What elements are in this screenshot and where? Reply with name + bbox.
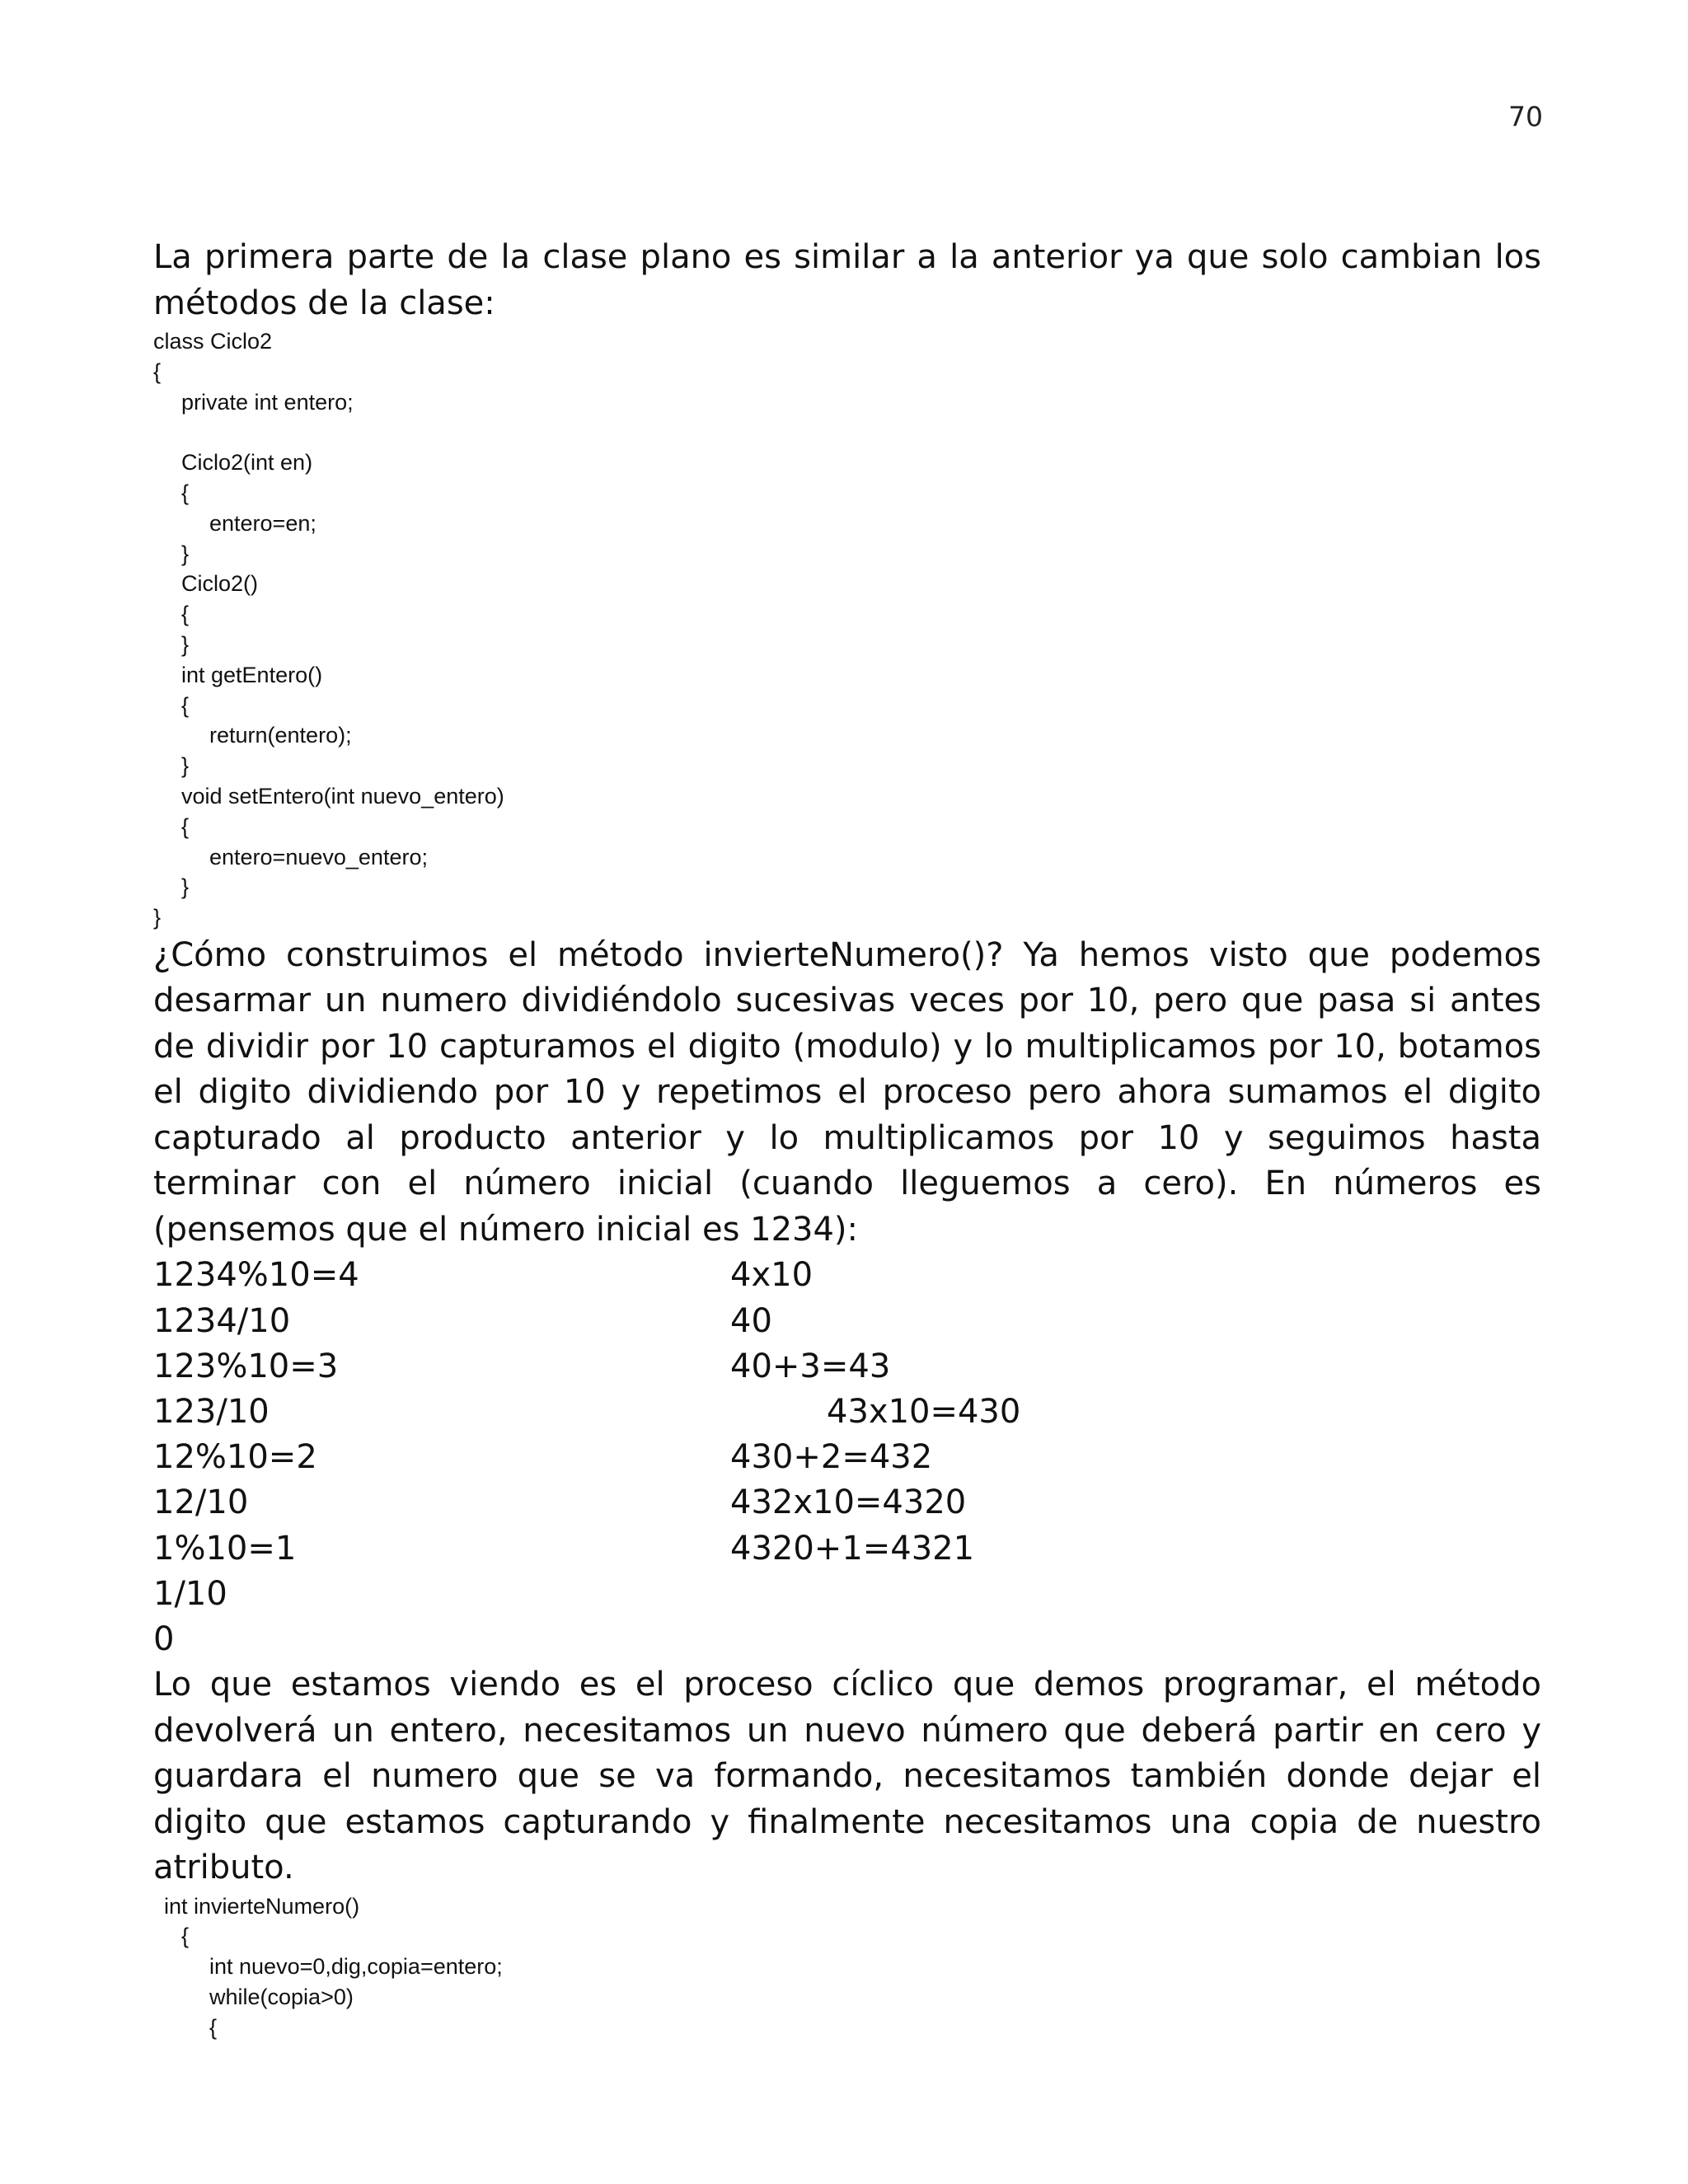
calculation-step: 123%10=3 [153, 1347, 339, 1385]
code-line: entero=en; [209, 510, 316, 536]
code-line: { [153, 359, 162, 384]
code-line: Ciclo2(int en) [181, 450, 313, 476]
calculation-step: 0 [153, 1619, 175, 1658]
code-line: return(entero); [209, 723, 352, 748]
calculation-row [153, 1253, 1541, 1298]
calculation-result: 430+2=432 [730, 1438, 933, 1477]
intro-paragraph: La primera parte de la clase plano es similar a la anterior ya que solo cambian los métodos de la clase: [153, 238, 1541, 322]
code-line: entero=nuevo_entero; [209, 844, 428, 869]
calculation-result: 43x10=430 [827, 1393, 1021, 1431]
calculation-row [153, 1617, 1541, 1662]
code-line: while(copia>0) [209, 1985, 354, 2010]
calculation-result: 40 [730, 1301, 772, 1340]
calculation-step: 12/10 [153, 1483, 249, 1522]
code-line: class Ciclo2 [153, 329, 273, 354]
calculation-row [153, 1480, 1541, 1526]
code-line: { [181, 813, 190, 839]
calculation-result [730, 1617, 1541, 1662]
code-line: int invierteNumero() [164, 1893, 360, 1919]
page-content [153, 235, 1541, 2043]
question-paragraph: ¿Cómo construimos el método invierteNumero()? Ya hemos visto que podemos desarmar un numero dividiéndolo sucesivas veces por 10, pero que pasa si antes de dividir por 10 capturamos el digito (modulo) y lo multiplicamos por 10, botamos el digito dividiendo por 10 y repetimos el proceso pero ahora sumamos el digito capturado al producto anterior y lo multiplicamos por 10 y seguimos hasta terminar con el número inicial (cuando lleguemos a cero). En números es (pensemos que el número inicial es 1234): [153, 935, 1541, 1249]
calculation-row [153, 1390, 1541, 1435]
page-number: 70 [1508, 101, 1543, 133]
code-line: } [181, 753, 190, 779]
code-line: { [181, 602, 190, 627]
code-line: } [153, 905, 162, 930]
explanation-paragraph: Lo que estamos viendo es el proceso cíclico que demos programar, el método devolverá un entero, necesitamos un nuevo número que deberá partir en cero y guardara el numero que se va formando, necesitamos también donde dejar el digito que estamos capturando y finalmente necesitamos una copia de nuestro atributo. [153, 1666, 1541, 1887]
calculation-result: 4x10 [730, 1256, 814, 1295]
calculation-row [153, 1526, 1541, 1572]
calculation-step: 1/10 [153, 1574, 227, 1613]
calculation-row [153, 1435, 1541, 1480]
calculation-table [153, 1253, 1541, 1662]
code-line: private int entero; [181, 389, 354, 415]
code-line: int nuevo=0,dig,copia=entero; [209, 1954, 503, 1980]
calculation-result: 40+3=43 [730, 1347, 891, 1385]
code-line: } [181, 541, 190, 566]
code-line [153, 417, 1541, 448]
calculation-result [730, 1572, 1541, 1617]
code-line: Ciclo2() [181, 571, 259, 597]
code-line: } [181, 631, 190, 657]
calculation-step: 12%10=2 [153, 1438, 317, 1477]
calculation-result: 4320+1=4321 [730, 1529, 975, 1568]
code-line: { [181, 1924, 190, 1949]
code-line: } [181, 874, 190, 900]
code-line: { [181, 692, 190, 718]
calculation-row [153, 1344, 1541, 1390]
calculation-step: 1%10=1 [153, 1529, 297, 1568]
code-line: int getEntero() [181, 662, 323, 687]
calculation-step: 1234/10 [153, 1301, 291, 1340]
calculation-step: 1234%10=4 [153, 1256, 359, 1295]
code-line: { [181, 480, 190, 505]
calculation-result: 432x10=4320 [730, 1483, 967, 1522]
code-line: { [209, 2014, 218, 2040]
class-code-block [153, 326, 1541, 933]
calculation-step: 123/10 [153, 1393, 270, 1431]
code-line: void setEntero(int nuevo_entero) [181, 783, 504, 808]
calculation-row [153, 1299, 1541, 1344]
calculation-row [153, 1572, 1541, 1617]
method-code-block [153, 1891, 1541, 2043]
